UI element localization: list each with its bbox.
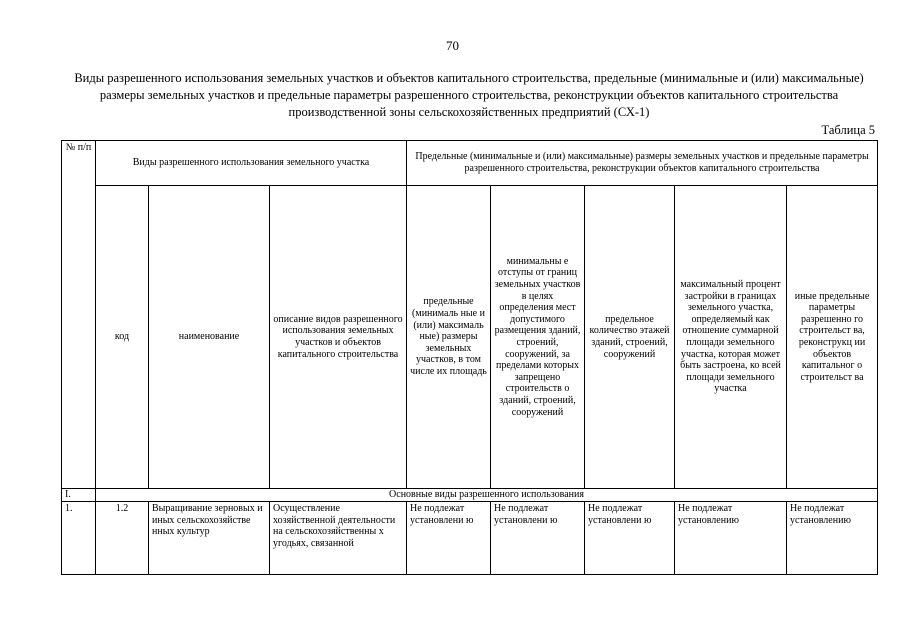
header-row-group — [62, 141, 878, 186]
header-limits-group: Предельные (минимальные и (или) максимальные) размеры земельных участков и предельные параметры разрешенного строительства, реконструкции объектов капитального строительства — [407, 141, 878, 186]
row-code: 1.2 — [96, 502, 149, 575]
header-name: наименование — [149, 186, 270, 489]
document-title: Виды разрешенного использования земельных участков и объектов капитального строительства, предельные (минимальные и (или) максимальные) размеры земельных участков и предельные параметры разрешенного строительства, реконструкции объектов капитального строительства производственной зоны сельскохозяйственных предприятий (СХ-1) — [74, 71, 864, 119]
zoning-table — [61, 140, 878, 575]
page-number: 70 — [446, 38, 459, 53]
header-num: № п/п — [62, 141, 96, 489]
header-floors: предельное количество этажей зданий, строений, сооружений — [585, 186, 675, 489]
row-description: Осуществление хозяйственной деятельности на сельскохозяйственны х угодьях, связанной — [270, 502, 407, 575]
row-floors: Не подлежат установлени ю — [585, 502, 675, 575]
row-name: Выращивание зерновых и иных сельскохозяйстве нных культур — [149, 502, 270, 575]
section-num: I. — [62, 489, 96, 502]
header-description: описание видов разрешенного использования земельных участков и объектов капитального строительства — [270, 186, 407, 489]
header-code: код — [96, 186, 149, 489]
section-row — [62, 489, 878, 502]
header-types-group: Виды разрешенного использования земельного участка — [96, 141, 407, 186]
row-plot-size: Не подлежат установлени ю — [407, 502, 491, 575]
table-label: Таблица 5 — [821, 123, 875, 137]
table-row — [62, 502, 878, 575]
header-plot-size: предельные (минималь ные и (или) максималь ные) размеры земельных участков, в том числе их площадь — [407, 186, 491, 489]
header-other: иные предельные параметры разрешенно го строительст ва, реконструкц ии объектов капитальног о строительст ва — [787, 186, 878, 489]
section-title: Основные виды разрешенного использования — [96, 489, 878, 502]
header-row-columns — [62, 186, 878, 489]
header-setbacks: минимальны е отступы от границ земельных участков в целях определения мест допустимого размещения зданий, строений, сооружений, за пределами которых запрещено строительств о зданий, строений, сооружений — [491, 186, 585, 489]
row-setbacks: Не подлежат установлени ю — [491, 502, 585, 575]
row-num: 1. — [62, 502, 96, 575]
header-coverage: максимальный процент застройки в границах земельного участка, определяемый как отношение суммарной площади земельного участка, которая может быть застроена, ко всей площади земельного участка — [675, 186, 787, 489]
row-other: Не подлежат установлению — [787, 502, 878, 575]
row-coverage: Не подлежат установлению — [675, 502, 787, 575]
